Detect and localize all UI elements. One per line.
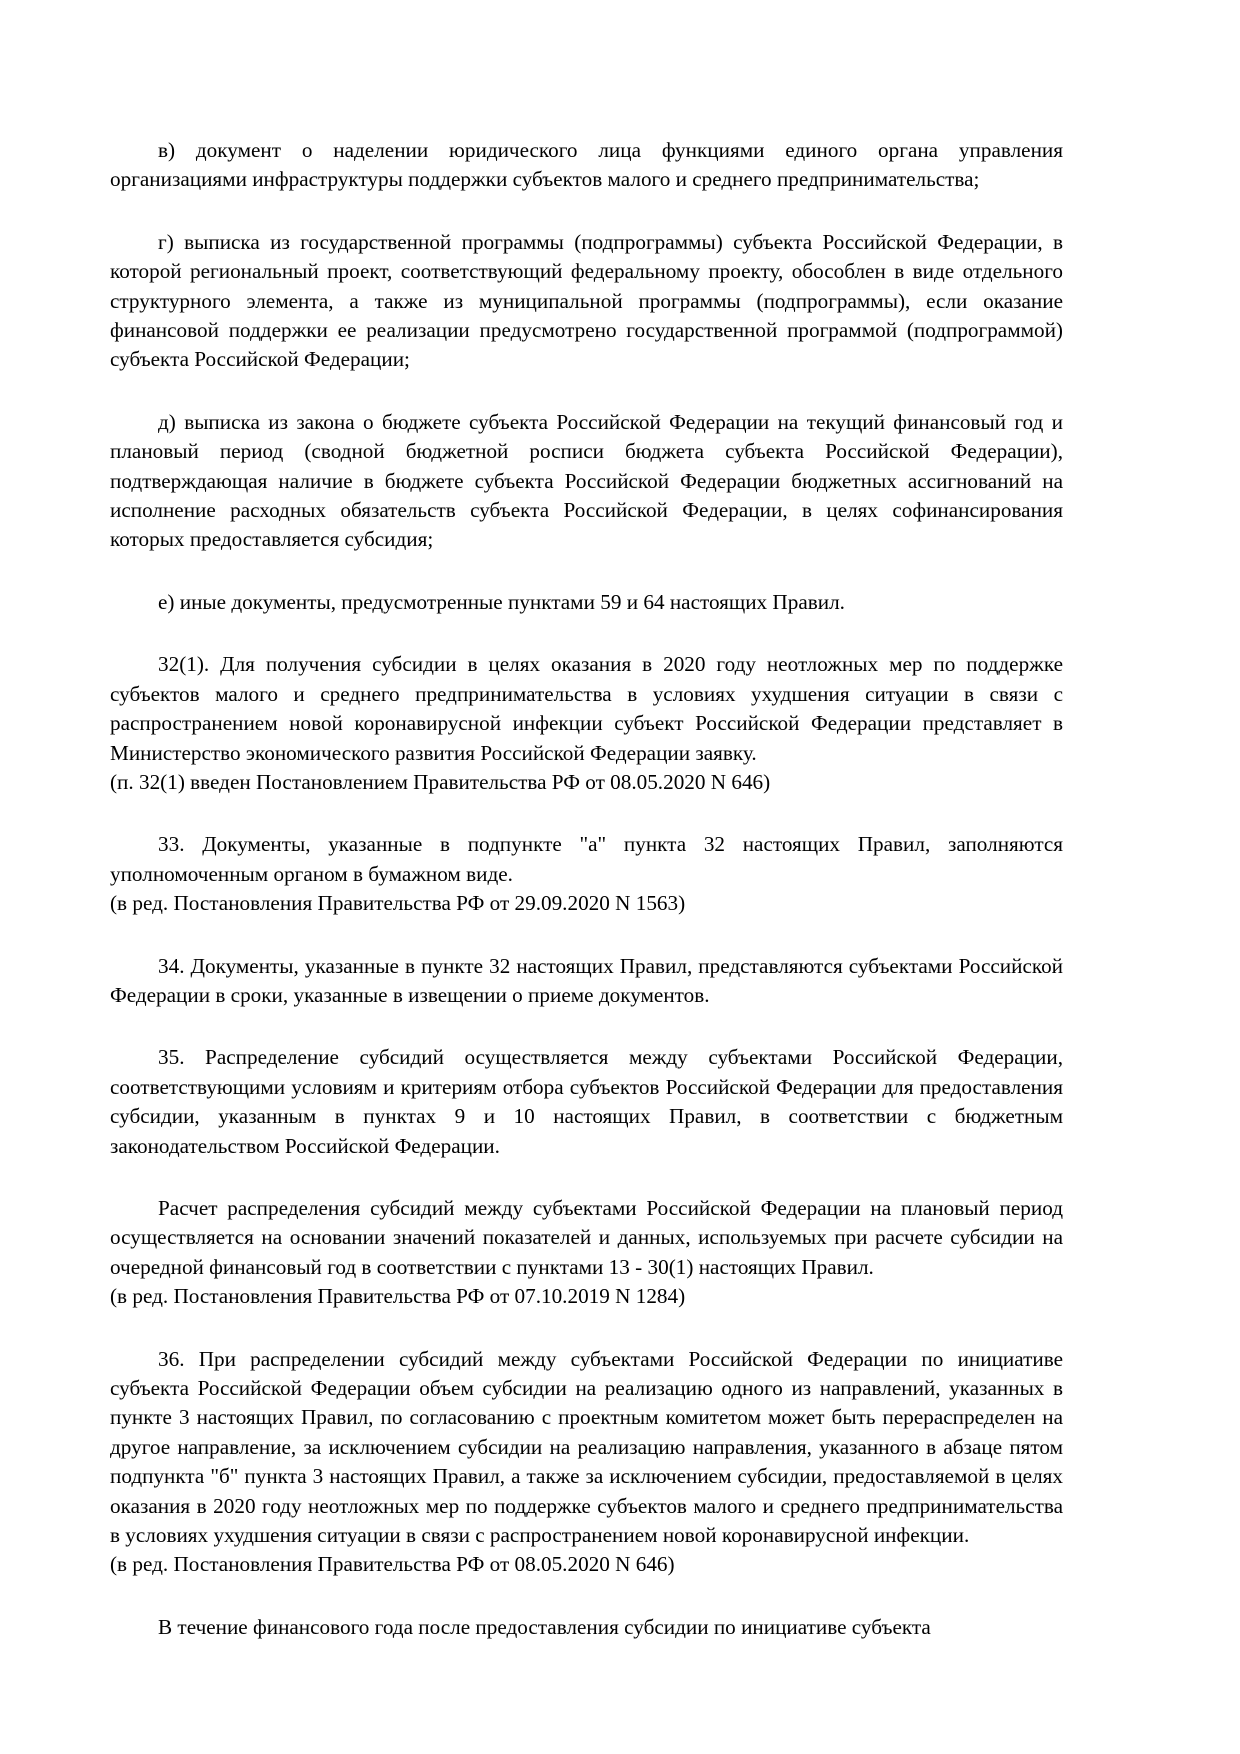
- amendment-note-32-1: (п. 32(1) введен Постановлением Правительства РФ от 08.05.2020 N 646): [110, 769, 771, 794]
- amendment-note-35-calc: (в ред. Постановления Правительства РФ от 07.10.2019 N 1284): [110, 1284, 686, 1309]
- section-33: [110, 830, 1063, 918]
- paragraph-item-35-calc: Расчет распределения субсидий между субъектами Российской Федерации на плановый период осуществляется на основании значений показателей и данных, используемых при расчете субсидии на очередной финансовый год в соответствии с пунктами 13 - 30(1) настоящих Правил.: [110, 1195, 1063, 1279]
- paragraph-item-36-tail: В течение финансового года после предоставления субсидии по инициативе субъекта: [158, 1614, 931, 1639]
- section-35-calculation: [110, 1194, 1063, 1312]
- paragraph-item-32-1: 32(1). Для получения субсидии в целях оказания в 2020 году неотложных мер по поддержке субъектов малого и среднего предпринимательства в условиях ухудшения ситуации в связи с распространением новой коронавирусной инфекции субъект Российской Федерации представляет в Министерство экономического развития Российской Федерации заявку.: [110, 652, 1063, 765]
- paragraph-item-d: д) выписка из закона о бюджете субъекта Российской Федерации на текущий финансовый год и плановый период (сводной бюджетной росписи бюджета субъекта Российской Федерации), подтверждающая наличие в бюджете субъекта Российской Федерации бюджетных ассигнований на исполнение расходных обязательств субъекта Российской Федерации, в целях софинансирования которых предоставляется субсидия;: [110, 409, 1063, 552]
- amendment-note-33: (в ред. Постановления Правительства РФ от 29.09.2020 N 1563): [110, 891, 686, 916]
- paragraph-item-34: 34. Документы, указанные в пункте 32 настоящих Правил, представляются субъектами Российской Федерации в сроки, указанные в извещении о приеме документов.: [110, 953, 1063, 1007]
- paragraph-item-v: в) документ о наделении юридического лица функциями единого органа управления организациями инфраструктуры поддержки субъектов малого и среднего предпринимательства;: [110, 138, 1063, 192]
- paragraph-item-e: е) иные документы, предусмотренные пунктами 59 и 64 настоящих Правил.: [158, 589, 845, 614]
- paragraph-item-g: г) выписка из государственной программы (подпрограммы) субъекта Российской Федерации, в которой региональный проект, соответствующий федеральному проекту, обособлен в виде отдельного структурного элемента, а также из муниципальной программы (подпрограммы), если оказание финансовой поддержки ее реализации предусмотрено государственной программой (подпрограммой) субъекта Российской Федерации;: [110, 229, 1063, 372]
- paragraph-item-36: 36. При распределении субсидий между субъектами Российской Федерации по инициативе субъекта Российской Федерации объем субсидии на реализацию одного из направлений, указанных в пункте 3 настоящих Правил, по согласованию с проектным комитетом может быть перераспределен на другое направление, за исключением субсидии на реализацию направления, указанного в абзаце пятом подпункта "б" пункта 3 настоящих Правил, а также за исключением субсидии, предоставляемой в целях оказания в 2020 году неотложных мер по поддержке субъектов малого и среднего предпринимательства в условиях ухудшения ситуации в связи с распространением новой коронавирусной инфекции.: [110, 1346, 1063, 1548]
- section-36: [110, 1345, 1063, 1580]
- amendment-note-36: (в ред. Постановления Правительства РФ от 08.05.2020 N 646): [110, 1552, 675, 1577]
- section-32-1: [110, 650, 1063, 797]
- paragraph-item-35: 35. Распределение субсидий осуществляется между субъектами Российской Федерации, соответствующими условиям и критериям отбора субъектов Российской Федерации для предоставления субсидии, указанным в пунктах 9 и 10 настоящих Правил, в соответствии с бюджетным законодательством Российской Федерации.: [110, 1045, 1063, 1158]
- paragraph-item-33: 33. Документы, указанные в подпункте "а" пункта 32 настоящих Правил, заполняются уполномоченным органом в бумажном виде.: [110, 832, 1063, 886]
- document-body: [110, 136, 1063, 1642]
